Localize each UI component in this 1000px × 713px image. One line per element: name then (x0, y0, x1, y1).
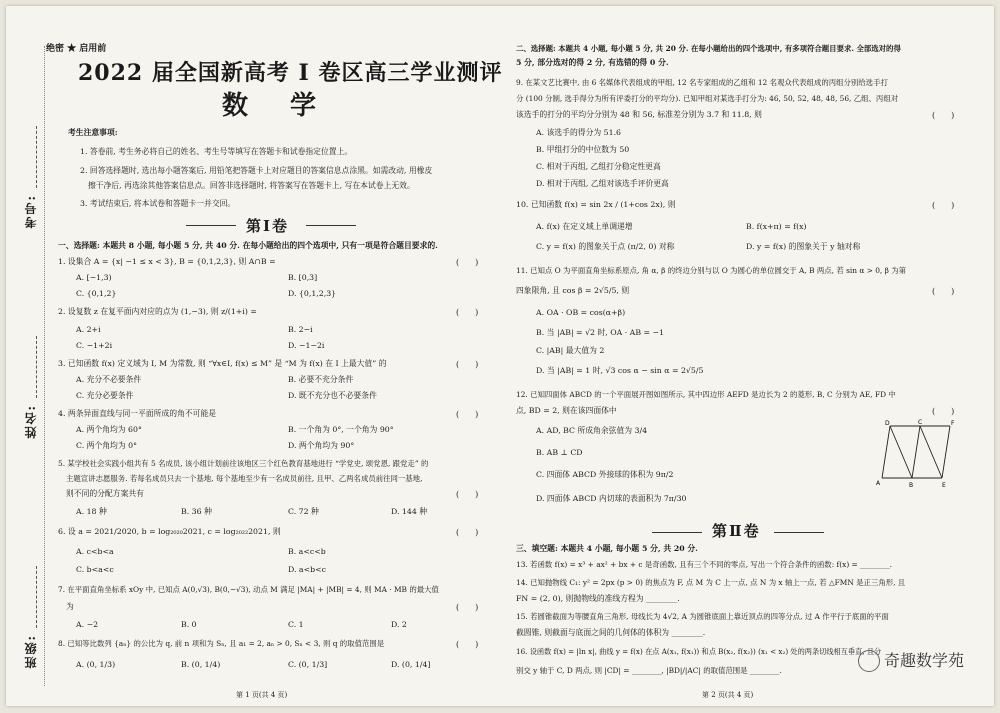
q8-option-a: A. (0, 1/3) (76, 660, 116, 669)
q1-option-c: C. {0,1,2} (76, 289, 117, 298)
q6-option-a: A. c<b<a (76, 547, 114, 556)
question-9-line-3: 该选手的打分的平均分分别为 48 和 56, 标准差分别为 3.7 和 11.8, 则 (516, 110, 762, 119)
q12-option-c: C. 四面体 ABCD 外接球的体积为 9π/2 (536, 470, 674, 479)
tetrahedron-net-figure (876, 418, 964, 490)
wechat-icon (858, 650, 880, 672)
q12-option-a: A. AD, BC 所成角余弦值为 3/4 (536, 426, 648, 435)
q12-option-b: B. AB ⊥ CD (536, 448, 583, 457)
watermark-text: 奇趣数学苑 (883, 650, 964, 670)
q6-option-b: B. a<c<b (288, 547, 326, 556)
q3-option-b: B. 必要不充分条件 (288, 375, 354, 384)
exam-title: 2022 届全国新高考 Ⅰ 卷区高三学业测评 (78, 60, 503, 86)
net-edge-ce (920, 426, 942, 478)
notice-2b: 擦干净后, 再选涂其他答案信息点。回答非选择题时, 将答案写在答题卡上, 写在本试卷上无效。 (88, 181, 415, 190)
answer-paren: ( ) (932, 111, 955, 120)
q8-option-d: D. (0, 1/4] (391, 660, 431, 669)
q6-option-c: C. b<a<c (76, 565, 114, 574)
notice-title: 考生注意事项: (68, 128, 118, 137)
subject-title: 数 学 (222, 91, 325, 121)
fig-label-c: C (918, 419, 923, 426)
net-edge-right (942, 426, 950, 478)
page-1 (6, 6, 503, 706)
q9-option-d: D. 相对于丙组, 乙组对该选手评价更高 (536, 179, 669, 188)
q5-option-b: B. 36 种 (181, 507, 212, 516)
confidential-mark: 绝密 ★ 启用前 (46, 44, 107, 54)
q3-option-a: A. 充分不必要条件 (76, 375, 142, 384)
exam-no-label: 考号: (24, 194, 38, 229)
notice-2a: 2. 回答选择题时, 选出每小题答案后, 用铅笔把答题卡上对应题目的答案信息点涂黑。如需改动, 用橡皮 (80, 166, 433, 175)
rule-right (306, 225, 356, 226)
question-12-line-2: 点, BD = 2, 则在该四面体中 (516, 406, 617, 415)
question-16-line-2: 别交 y 轴于 C, D 两点, 则 |CD| = ________, |BD|/|AC| 的取值范围是 ________. (516, 666, 782, 675)
q7-option-b: B. 0 (181, 620, 197, 629)
q7-option-c: C. 1 (288, 620, 304, 629)
q1-option-d: D. {0,1,2,3} (288, 289, 337, 298)
page-2 (502, 6, 994, 706)
question-12: 12. 已知四面体 ABCD 的一个平面展开图如图所示, 其中四边形 AEFD 是边长为 2 的菱形, B, C 分别为 AE, FD 中 (516, 390, 896, 399)
fig-label-e: E (942, 482, 946, 489)
answer-paren: ( ) (932, 201, 955, 210)
q5-option-a: A. 18 种 (76, 507, 107, 516)
q6-option-d: D. a<b<c (288, 565, 327, 574)
name-label: 姓名: (24, 404, 38, 439)
rule-left (186, 225, 236, 226)
q9-option-c: C. 相对于丙组, 乙组打分稳定性更高 (536, 162, 661, 171)
answer-paren: ( ) (456, 410, 479, 419)
wechat-watermark (858, 648, 964, 673)
q12-option-d: D. 四面体 ABCD 内切球的表面积为 7π/30 (536, 494, 687, 503)
question-7: 7. 在平面直角坐标系 xOy 中, 已知点 A(0,√3), B(0,−√3), 动点 M 满足 |MA| + |MB| = 4, 则 MA · MB 的最大值 (58, 585, 439, 594)
section-2-heading-line-2: 5 分, 部分选对的得 2 分, 有选错的得 0 分. (516, 58, 669, 67)
question-14: 14. 已知抛物线 C₁: y² = 2px (p > 0) 的焦点为 F, 点 M 为 C 上一点, 点 N 为 x 轴上一点, 若 △FMN 是正三角形, 且 (516, 578, 906, 587)
q3-option-d: D. 既不充分也不必要条件 (288, 391, 377, 400)
q1-option-a: A. [−1,3) (76, 273, 112, 282)
answer-paren: ( ) (456, 258, 479, 267)
question-1: 1. 设集合 A = {x| −1 ≤ x < 3}, B = {0,1,2,3}, 则 A∩B = (58, 257, 276, 266)
question-14-line-2: FN = (2, 0), 则抛物线的准线方程为 ________. (516, 594, 680, 603)
fig-label-d: D (885, 420, 890, 427)
q9-option-b: B. 甲组打分的中位数为 50 (536, 145, 630, 154)
net-edge-left (882, 426, 890, 478)
q11-option-a: A. OA · OB = cos(α+β) (536, 308, 626, 317)
answer-paren: ( ) (456, 490, 479, 499)
question-6: 6. 设 a = 2021/2020, b = log₂₀₂₀2021, c = log₂₀₂₂2021, 则 (58, 527, 281, 536)
q11-option-d: D. 当 |AB| = 1 时, √3 cos α − sin α = 2√5/5 (536, 366, 704, 375)
q11-option-b: B. 当 |AB| = √2 时, OA · AB = −1 (536, 328, 665, 337)
q10-option-b: B. f(x+π) = f(x) (746, 222, 807, 231)
part-2-heading: 第Ⅱ卷 (712, 522, 761, 540)
question-8: 8. 已知等比数列 {aₙ} 的公比为 q, 前 n 项和为 Sₙ, 且 a₁ = 2, aₙ > 0, Sₙ < 3, 则 q 的取值范围是 (58, 639, 385, 648)
answer-paren: ( ) (456, 360, 479, 369)
question-10: 10. 已知函数 f(x) = sin 2x / (1+cos 2x), 则 (516, 200, 676, 209)
question-4: 4. 两条异面直线与同一平面所成的角不可能是 (58, 409, 217, 418)
q3-option-c: C. 充分必要条件 (76, 391, 134, 400)
net-edge-db (890, 426, 912, 478)
rule-right-2 (774, 532, 824, 533)
answer-paren: ( ) (456, 308, 479, 317)
part-1-heading: 第Ⅰ卷 (246, 217, 290, 235)
exam-paper (6, 6, 994, 706)
q4-option-a: A. 两个角均为 60° (76, 425, 142, 434)
question-3: 3. 已知函数 f(x) 定义域为 I, M 为常数, 则 “∀x∈I, f(x) ≤ M” 是 “M 为 f(x) 在 I 上最大值” 的 (58, 359, 387, 368)
rule-left-2 (652, 532, 702, 533)
section-1-heading: 一、选择题: 本题共 8 小题, 每小题 5 分, 共 40 分. 在每小题给出的四个选项中, 只有一项是符合题目要求的. (58, 241, 438, 250)
answer-paren: ( ) (456, 528, 479, 537)
question-11-line-2: 四象限角, 且 cos β = 2√5/5, 则 (516, 286, 630, 295)
q2-option-d: D. −1−2i (288, 341, 325, 350)
q10-option-a: A. f(x) 在定义域上单调递增 (536, 222, 633, 231)
fig-label-b: B (909, 482, 914, 489)
q8-option-b: B. (0, 1/4) (181, 660, 221, 669)
q9-option-a: A. 该选手的得分为 51.6 (536, 128, 622, 137)
net-edge-bc (912, 426, 920, 478)
question-15-line-2: 截圆锥, 则截面与底面之间的几何体的体积为 ________. (516, 628, 706, 637)
q2-option-b: B. 2−i (288, 325, 313, 334)
q10-option-d: D. y = f(x) 的图象关于 y 轴对称 (746, 242, 861, 251)
q7-option-a: A. −2 (76, 620, 99, 629)
question-7-line-2: 为 (66, 602, 74, 611)
fig-label-a: A (876, 480, 881, 487)
question-2: 2. 设复数 z 在复平面内对应的点为 (1,−3), 则 z/(1+i) = (58, 307, 257, 316)
question-11: 11. 已知点 O 为平面直角坐标系原点, 角 α, β 的终边分别与以 O 为圆心的单位圆交于 A, B 两点, 若 sin α > 0, β 为第 (516, 266, 907, 275)
q4-option-b: B. 一个角为 0°, 一个角为 90° (288, 425, 394, 434)
answer-paren: ( ) (456, 640, 479, 649)
q7-option-d: D. 2 (391, 620, 407, 629)
q2-option-a: A. 2+i (76, 325, 101, 334)
fig-label-f: F (951, 420, 955, 427)
answer-paren: ( ) (456, 603, 479, 612)
question-9: 9. 在某文艺比赛中, 由 6 名媒体代表组成的甲组, 12 名专家组成的乙组和 12 名观众代表组成的丙组分别给选手打 (516, 78, 888, 87)
answer-paren: ( ) (932, 287, 955, 296)
question-16: 16. 设函数 f(x) = |ln x|, 曲线 y = f(x) 在点 A(x₁, f(x₁)) 和点 B(x₂, f(x₂)) (x₁ < x₂) 处的两条切线相互垂直, 且分 (516, 647, 882, 656)
section-3-heading: 三、填空题: 本题共 4 小题, 每小题 5 分, 共 20 分. (516, 544, 698, 553)
page-2-footer: 第 2 页(共 4 页) (702, 691, 754, 699)
q2-option-c: C. −1+2i (76, 341, 113, 350)
question-9-line-2: 分 (100 分制, 选手得分为所有评委打分的平均分). 已知甲组对某选手打分为: 46, 50, 52, 48, 48, 56, 乙组、丙组对 (516, 94, 899, 103)
class-label: 班级: (24, 634, 38, 669)
question-5-line-2: 主题宣讲志愿服务. 若每名成员只去一个基地, 每个基地至少有一名成员前往, 且甲、乙两名成员前往同一基地, (66, 474, 423, 483)
section-2-heading: 二、选择题: 本题共 4 小题, 每小题 5 分, 共 20 分. 在每小题给出的四个选项中, 有多项符合题目要求. 全部选对的得 (516, 44, 901, 53)
q4-option-d: D. 两个角均为 90° (288, 441, 355, 450)
q1-option-b: B. [0,3] (288, 273, 318, 282)
q5-option-c: C. 72 种 (288, 507, 319, 516)
answer-paren: ( ) (932, 407, 955, 416)
q11-option-c: C. |AB| 最大值为 2 (536, 346, 605, 355)
question-15: 15. 若圆锥截面为等腰直角三角形, 母线长为 4√2, A 为圆锥底面上靠近顶点的四等分点, 过 A 作平行于底面的平面 (516, 612, 889, 621)
q8-option-c: C. (0, 1/3] (288, 660, 328, 669)
q5-option-d: D. 144 种 (391, 507, 428, 516)
q4-option-c: C. 两个角均为 0° (76, 441, 137, 450)
notice-3: 3. 考试结束后, 将本试卷和答题卡一并交回。 (80, 199, 236, 208)
question-5-line-3: 则不同的分配方案共有 (66, 489, 144, 498)
page-1-footer: 第 1 页(共 4 页) (236, 691, 288, 699)
notice-1: 1. 答卷前, 考生务必将自己的姓名、考生号等填写在答题卡和试卷指定位置上。 (80, 147, 353, 156)
question-13: 13. 若函数 f(x) = x³ + ax² + bx + c 是奇函数, 且有三个不同的零点, 写出一个符合条件的函数: f(x) = ________. (516, 560, 893, 569)
q10-option-c: C. y = f(x) 的图象关于点 (π/2, 0) 对称 (536, 242, 675, 251)
question-5: 5. 某学校社会实践小组共有 5 名成员, 该小组计划前往该地区三个红色教育基地进行 “学党史, 颂党恩, 跟党走” 的 (58, 459, 429, 468)
